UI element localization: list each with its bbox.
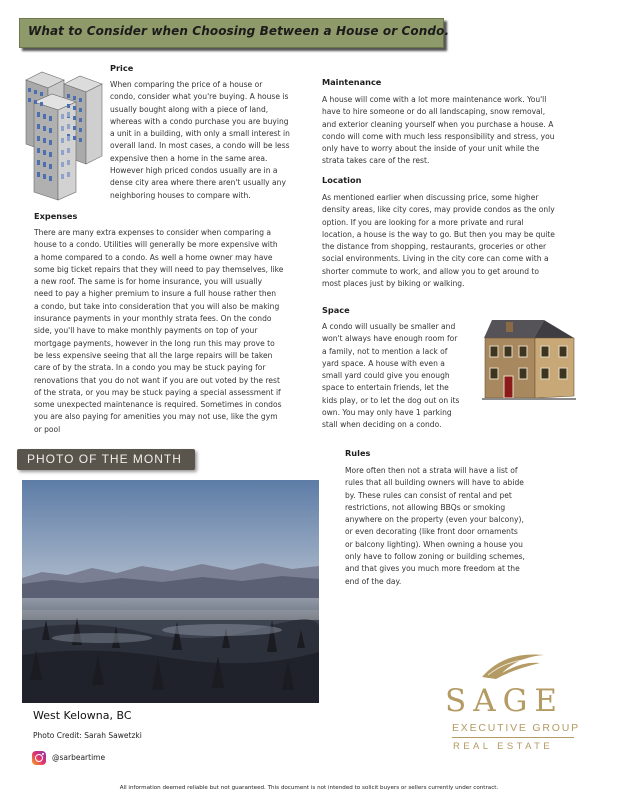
title-banner xyxy=(19,18,450,48)
logo-sage: SAGE xyxy=(445,683,565,719)
maintenance-heading: Maintenance xyxy=(322,77,382,87)
instagram-handle[interactable]: @sarbeartime xyxy=(52,753,106,762)
logo-executive-group: EXECUTIVE GROUP xyxy=(452,722,580,734)
instagram-icon[interactable] xyxy=(32,751,46,765)
page-title: What to Consider when Choosing Between a House or Condo. xyxy=(28,24,450,38)
space-text: A condo will usually be smaller and won't always have enough room for a family, not to mention a lack of yard space. A house with even a small yard could give you enough space to entertain friends, let the kids play, or to let the dog out on its own. You may only have 1 parking stall when deciding on a condo. xyxy=(322,322,460,430)
rules-text: More often then not a strata will have a list of rules that all building owners will have to abide by. These rules can consist of rental and pet restrictions, not allowing BBQs or smoking anywhere on the property (even your balcony), or even decorating (like front door ornaments or balcony lighting). When owning a house you only have to follow zoning or building schemes, and that gives you much more freedom at the end of the day. xyxy=(345,466,525,586)
expenses-heading: Expenses xyxy=(34,211,78,221)
logo-divider xyxy=(452,737,574,738)
price-text: When comparing the price of a house or condo, consider what you're buying. A house is usually bought along with a piece of land, whereas with a condo purchase you are buying a unit in a building, with only a small interest in overall land. In most cases, a condo will be less expensive then a home in the same area. However high priced condos usually are in a dense city area where there aren't usually any neighboring houses to compare with. xyxy=(110,80,290,200)
photo-of-the-month-label: PHOTO OF THE MONTH xyxy=(27,452,182,466)
photo-credit: Photo Credit: Sarah Sawetzki xyxy=(33,731,142,740)
photo-location: West Kelowna, BC xyxy=(33,709,132,722)
location-text: As mentioned earlier when discussing price, some higher density areas, like city cores, may provide condos as the only option. If you are looking for a more private and rural location, a house is the way to go. But then you may be quite the distance from shopping, restaurants, groceries or other social environments. Living in the city core can come with a shorter commute to work, and allow you to get around to most places just by biking or walking. xyxy=(322,193,555,289)
condo-buildings-illustration xyxy=(24,68,106,204)
space-heading: Space xyxy=(322,305,350,315)
location-heading: Location xyxy=(322,175,362,185)
footer-disclaimer: All information deemed reliable but not guaranteed. This document is not intended to solicit buyers or sellers currently under contract. xyxy=(119,785,499,791)
photo-of-the-month-image xyxy=(22,480,319,703)
expenses-text: There are many extra expenses to consider when comparing a house to a condo. Utilities will generally be more expensive with a home compared to a condo. As well a home owner may have some big ticket repairs that they will need to pay themselves, like a new roof. The same is for home insurance, you will usually need to pay a higher premium to insure a full house rather then a condo, but take into consideration that you will also be making insurance payments in your monthly strata fees. On the condo side, you'll have to make monthly payments on top of your mortgage payments, however in the long run this may prove to be less expensive seeing that all the large repairs will be taken care of by the strata. In a condo you may be stuck paying for renovations that you do not want if you are out voted by the rest of the strata, or you may be stuck paying a special assessment if some unexpected maintenance is required. Sometimes in condos you are also paying for amenities you may not use, like the gym or pool xyxy=(34,228,284,434)
sage-leaf-logo-icon xyxy=(478,647,550,681)
maintenance-text: A house will come with a lot more maintenance work. You'll have to hire someone or do all landscaping, snow removal, and exterior cleaning yourself when you purchase a house. A condo will come with much less responsibility and stress, you only have to worry about the inside of your unit while the strata takes care of the rest. xyxy=(322,95,555,166)
rules-heading: Rules xyxy=(345,448,371,458)
photo-of-the-month-banner xyxy=(17,449,195,470)
price-heading: Price xyxy=(110,63,134,73)
house-illustration xyxy=(482,316,582,402)
logo-real-estate: REAL ESTATE xyxy=(453,741,554,752)
